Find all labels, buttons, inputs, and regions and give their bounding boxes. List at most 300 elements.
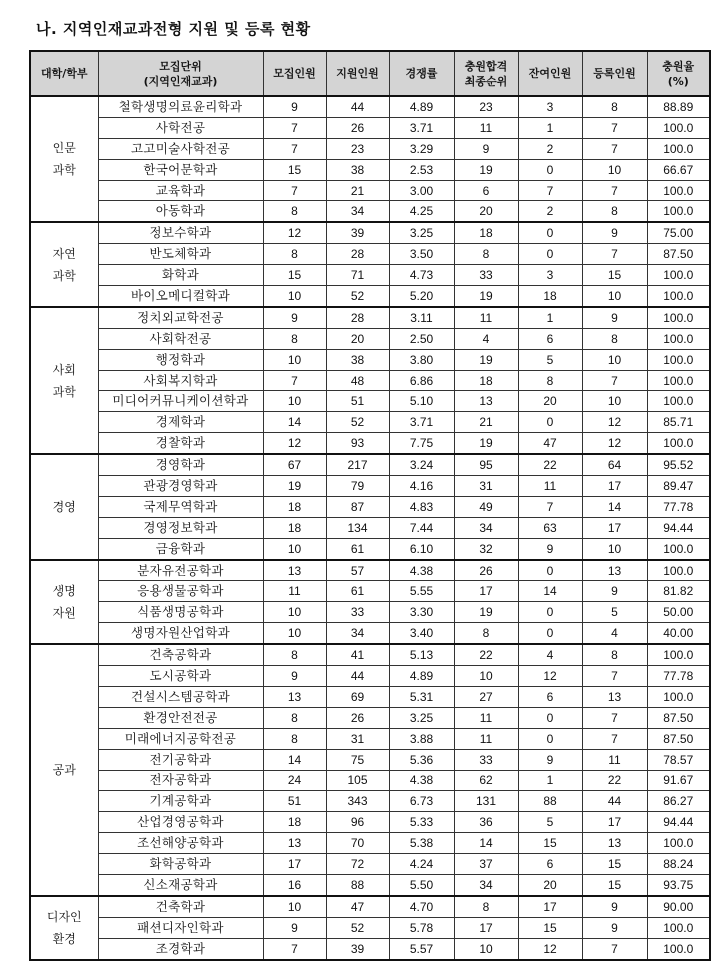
fill-rate-cell: 100.0 [647,201,710,222]
applicants-cell: 26 [326,117,389,138]
unit-name-cell: 전기공학과 [98,749,263,770]
applicants-cell: 34 [326,623,389,644]
table-row [30,286,710,307]
remaining-cell: 3 [518,96,582,117]
final-rank-cell: 10 [454,666,518,687]
table-row [30,159,710,180]
table-row [30,138,710,159]
final-rank-cell: 21 [454,412,518,433]
unit-name-cell: 금융학과 [98,538,263,559]
remaining-cell: 9 [518,749,582,770]
remaining-cell: 4 [518,644,582,665]
fill-rate-cell: 100.0 [647,370,710,391]
fill-rate-cell: 100.0 [647,938,710,959]
final-rank-cell: 19 [454,433,518,454]
ratio-cell: 5.55 [389,581,454,602]
fill-rate-cell: 100.0 [647,433,710,454]
applicants-cell: 93 [326,433,389,454]
college-group [30,454,710,559]
header-unit-line2: (지역인재교과) [143,74,218,88]
ratio-cell: 7.44 [389,517,454,538]
fill-rate-cell: 100.0 [647,307,710,328]
unit-name-cell: 식품생명공학과 [98,602,263,623]
ratio-cell: 2.53 [389,159,454,180]
applicants-cell: 70 [326,833,389,854]
remaining-cell: 12 [518,938,582,959]
remaining-cell: 63 [518,517,582,538]
ratio-cell: 4.89 [389,96,454,117]
header-rank-line1: 충원합격 [464,59,508,73]
unit-name-cell: 미디어커뮤니케이션학과 [98,391,263,412]
header-applicants: 지원인원 [326,51,389,96]
quota-cell: 9 [263,307,326,328]
unit-name-cell: 경영학과 [98,454,263,475]
college-name-line2: 과학 [52,268,76,283]
final-rank-cell: 19 [454,286,518,307]
fill-rate-cell: 75.00 [647,222,710,243]
header-registered: 등록인원 [582,51,647,96]
remaining-cell: 5 [518,349,582,370]
fill-rate-cell: 87.50 [647,707,710,728]
ratio-cell: 2.50 [389,328,454,349]
header-unit [98,51,263,96]
table-row [30,370,710,391]
final-rank-cell: 17 [454,917,518,938]
ratio-cell: 5.57 [389,938,454,959]
fill-rate-cell: 100.0 [647,328,710,349]
registered-cell: 22 [582,770,647,791]
table-row [30,201,710,222]
ratio-cell: 4.16 [389,476,454,497]
quota-cell: 10 [263,538,326,559]
ratio-cell: 5.10 [389,391,454,412]
fill-rate-cell: 40.00 [647,623,710,644]
ratio-cell: 6.10 [389,538,454,559]
unit-name-cell: 건설시스템공학과 [98,686,263,707]
applicants-cell: 343 [326,791,389,812]
quota-cell: 10 [263,349,326,370]
college-name-line1: 인문 [52,141,76,156]
ratio-cell: 3.25 [389,222,454,243]
final-rank-cell: 11 [454,728,518,749]
college-group [30,560,710,645]
unit-name-cell: 반도체학과 [98,244,263,265]
quota-cell: 18 [263,517,326,538]
registered-cell: 7 [582,666,647,687]
table-row [30,180,710,201]
quota-cell: 8 [263,707,326,728]
college-cell [30,307,98,454]
quota-cell: 15 [263,265,326,286]
final-rank-cell: 4 [454,328,518,349]
college-group [30,644,710,896]
ratio-cell: 5.20 [389,286,454,307]
quota-cell: 9 [263,96,326,117]
quota-cell: 8 [263,728,326,749]
fill-rate-cell: 50.00 [647,602,710,623]
table-row [30,496,710,517]
header-fill-rate [647,51,710,96]
ratio-cell: 5.33 [389,812,454,833]
fill-rate-cell: 78.57 [647,749,710,770]
applicants-cell: 28 [326,307,389,328]
quota-cell: 9 [263,666,326,687]
unit-name-cell: 환경안전전공 [98,707,263,728]
ratio-cell: 3.00 [389,180,454,201]
table-row [30,623,710,644]
ratio-cell: 3.11 [389,307,454,328]
table-row [30,917,710,938]
registered-cell: 10 [582,538,647,559]
quota-cell: 12 [263,433,326,454]
registered-cell: 10 [582,349,647,370]
remaining-cell: 0 [518,560,582,581]
college-cell [30,96,98,222]
table-row [30,602,710,623]
quota-cell: 18 [263,496,326,517]
registered-cell: 8 [582,328,647,349]
unit-name-cell: 정보수학과 [98,222,263,243]
ratio-cell: 6.86 [389,370,454,391]
table-row [30,854,710,875]
remaining-cell: 0 [518,623,582,644]
applicants-cell: 79 [326,476,389,497]
fill-rate-cell: 100.0 [647,180,710,201]
registered-cell: 17 [582,517,647,538]
registered-cell: 17 [582,812,647,833]
fill-rate-cell: 100.0 [647,391,710,412]
unit-name-cell: 산업경영공학과 [98,812,263,833]
college-name-line1: 디자인 [46,909,82,924]
final-rank-cell: 26 [454,560,518,581]
registered-cell: 17 [582,476,647,497]
final-rank-cell: 33 [454,749,518,770]
unit-name-cell: 한국어문학과 [98,159,263,180]
fill-rate-cell: 93.75 [647,874,710,895]
registered-cell: 7 [582,138,647,159]
applicants-cell: 48 [326,370,389,391]
remaining-cell: 0 [518,159,582,180]
unit-name-cell: 패션디자인학과 [98,917,263,938]
table-row [30,391,710,412]
registered-cell: 13 [582,686,647,707]
unit-name-cell: 분자유전공학과 [98,560,263,581]
applicants-cell: 44 [326,96,389,117]
admission-table [29,50,711,961]
applicants-cell: 34 [326,201,389,222]
registered-cell: 10 [582,286,647,307]
final-rank-cell: 8 [454,244,518,265]
applicants-cell: 87 [326,496,389,517]
ratio-cell: 5.13 [389,644,454,665]
ratio-cell: 3.88 [389,728,454,749]
unit-name-cell: 경제학과 [98,412,263,433]
table-row [30,812,710,833]
fill-rate-cell: 86.27 [647,791,710,812]
remaining-cell: 47 [518,433,582,454]
quota-cell: 14 [263,749,326,770]
ratio-cell: 7.75 [389,433,454,454]
table-row [30,791,710,812]
applicants-cell: 52 [326,917,389,938]
fill-rate-cell: 66.67 [647,159,710,180]
applicants-cell: 39 [326,222,389,243]
registered-cell: 9 [582,581,647,602]
table-row [30,222,710,243]
unit-name-cell: 생명자원산업학과 [98,623,263,644]
unit-name-cell: 정치외교학전공 [98,307,263,328]
unit-name-cell: 경찰학과 [98,433,263,454]
fill-rate-cell: 77.78 [647,666,710,687]
college-name-line1: 사회 [52,362,76,377]
applicants-cell: 23 [326,138,389,159]
fill-rate-cell: 87.50 [647,244,710,265]
final-rank-cell: 49 [454,496,518,517]
fill-rate-cell: 100.0 [647,138,710,159]
ratio-cell: 4.89 [389,666,454,687]
applicants-cell: 39 [326,938,389,959]
applicants-cell: 26 [326,707,389,728]
final-rank-cell: 8 [454,623,518,644]
registered-cell: 15 [582,854,647,875]
quota-cell: 8 [263,644,326,665]
remaining-cell: 88 [518,791,582,812]
remaining-cell: 20 [518,874,582,895]
fill-rate-cell: 100.0 [647,917,710,938]
remaining-cell: 15 [518,833,582,854]
fill-rate-cell: 88.89 [647,96,710,117]
ratio-cell: 3.25 [389,707,454,728]
unit-name-cell: 사학전공 [98,117,263,138]
applicants-cell: 96 [326,812,389,833]
applicants-cell: 69 [326,686,389,707]
final-rank-cell: 34 [454,874,518,895]
ratio-cell: 3.30 [389,602,454,623]
registered-cell: 15 [582,874,647,895]
registered-cell: 8 [582,644,647,665]
college-name-line1: 경영 [52,499,76,514]
table-row [30,412,710,433]
table-row [30,307,710,328]
ratio-cell: 3.80 [389,349,454,370]
final-rank-cell: 23 [454,96,518,117]
table-row [30,454,710,475]
final-rank-cell: 19 [454,602,518,623]
table-row [30,686,710,707]
applicants-cell: 72 [326,854,389,875]
registered-cell: 7 [582,728,647,749]
header-final-rank [454,51,518,96]
table-row [30,938,710,959]
table-row [30,666,710,687]
page-title: 나. 지역인재교과전형 지원 및 등록 현황 [36,20,311,38]
header-fill-line2: (%) [667,74,689,88]
table-row [30,770,710,791]
college-group [30,896,710,960]
applicants-cell: 41 [326,644,389,665]
fill-rate-cell: 100.0 [647,286,710,307]
final-rank-cell: 22 [454,644,518,665]
applicants-cell: 105 [326,770,389,791]
college-cell [30,560,98,645]
fill-rate-cell: 94.44 [647,517,710,538]
quota-cell: 7 [263,117,326,138]
remaining-cell: 8 [518,370,582,391]
final-rank-cell: 31 [454,476,518,497]
unit-name-cell: 기계공학과 [98,791,263,812]
table-row [30,349,710,370]
quota-cell: 7 [263,370,326,391]
fill-rate-cell: 100.0 [647,644,710,665]
header-remaining: 잔여인원 [518,51,582,96]
ratio-cell: 4.38 [389,560,454,581]
fill-rate-cell: 100.0 [647,117,710,138]
final-rank-cell: 6 [454,180,518,201]
unit-name-cell: 사회학전공 [98,328,263,349]
unit-name-cell: 신소재공학과 [98,874,263,895]
table-row [30,433,710,454]
college-cell [30,896,98,960]
table-row [30,96,710,117]
unit-name-cell: 교육학과 [98,180,263,201]
college-name-line1: 공과 [52,763,76,777]
final-rank-cell: 9 [454,138,518,159]
registered-cell: 9 [582,896,647,917]
registered-cell: 64 [582,454,647,475]
remaining-cell: 5 [518,812,582,833]
final-rank-cell: 8 [454,896,518,917]
header-college: 대학/학부 [30,51,98,96]
college-group [30,307,710,454]
ratio-cell: 3.24 [389,454,454,475]
unit-name-cell: 행정학과 [98,349,263,370]
fill-rate-cell: 87.50 [647,728,710,749]
unit-name-cell: 사회복지학과 [98,370,263,391]
college-cell [30,454,98,559]
registered-cell: 7 [582,370,647,391]
fill-rate-cell: 95.52 [647,454,710,475]
remaining-cell: 6 [518,854,582,875]
table-row [30,728,710,749]
ratio-cell: 6.73 [389,791,454,812]
remaining-cell: 2 [518,201,582,222]
final-rank-cell: 62 [454,770,518,791]
table-row [30,581,710,602]
final-rank-cell: 11 [454,707,518,728]
quota-cell: 16 [263,874,326,895]
fill-rate-cell: 81.82 [647,581,710,602]
ratio-cell: 5.78 [389,917,454,938]
ratio-cell: 3.71 [389,412,454,433]
final-rank-cell: 37 [454,854,518,875]
applicants-cell: 20 [326,328,389,349]
registered-cell: 12 [582,412,647,433]
ratio-cell: 5.50 [389,874,454,895]
registered-cell: 13 [582,833,647,854]
registered-cell: 10 [582,391,647,412]
quota-cell: 10 [263,602,326,623]
final-rank-cell: 19 [454,159,518,180]
registered-cell: 4 [582,623,647,644]
ratio-cell: 5.36 [389,749,454,770]
remaining-cell: 2 [518,138,582,159]
applicants-cell: 51 [326,391,389,412]
remaining-cell: 6 [518,686,582,707]
applicants-cell: 33 [326,602,389,623]
unit-name-cell: 건축공학과 [98,644,263,665]
quota-cell: 8 [263,201,326,222]
unit-name-cell: 응용생물공학과 [98,581,263,602]
quota-cell: 19 [263,476,326,497]
registered-cell: 9 [582,222,647,243]
remaining-cell: 0 [518,728,582,749]
final-rank-cell: 95 [454,454,518,475]
fill-rate-cell: 100.0 [647,538,710,559]
applicants-cell: 52 [326,286,389,307]
registered-cell: 8 [582,96,647,117]
remaining-cell: 1 [518,117,582,138]
remaining-cell: 12 [518,666,582,687]
applicants-cell: 61 [326,538,389,559]
unit-name-cell: 미래에너지공학전공 [98,728,263,749]
quota-cell: 8 [263,328,326,349]
table-row [30,560,710,581]
remaining-cell: 18 [518,286,582,307]
ratio-cell: 3.71 [389,117,454,138]
quota-cell: 10 [263,391,326,412]
final-rank-cell: 27 [454,686,518,707]
final-rank-cell: 11 [454,307,518,328]
quota-cell: 11 [263,581,326,602]
header-fill-line1: 충원율 [662,59,695,73]
unit-name-cell: 조경학과 [98,938,263,959]
registered-cell: 11 [582,749,647,770]
final-rank-cell: 11 [454,117,518,138]
remaining-cell: 17 [518,896,582,917]
ratio-cell: 4.25 [389,201,454,222]
quota-cell: 9 [263,917,326,938]
applicants-cell: 61 [326,581,389,602]
applicants-cell: 57 [326,560,389,581]
unit-name-cell: 고고미술사학전공 [98,138,263,159]
fill-rate-cell: 77.78 [647,496,710,517]
fill-rate-cell: 100.0 [647,349,710,370]
fill-rate-cell: 100.0 [647,833,710,854]
table-row [30,707,710,728]
fill-rate-cell: 88.24 [647,854,710,875]
registered-cell: 7 [582,244,647,265]
quota-cell: 13 [263,833,326,854]
fill-rate-cell: 85.71 [647,412,710,433]
applicants-cell: 38 [326,159,389,180]
applicants-cell: 21 [326,180,389,201]
remaining-cell: 14 [518,581,582,602]
ratio-cell: 3.40 [389,623,454,644]
remaining-cell: 3 [518,265,582,286]
header-rank-line2: 최종순위 [464,74,508,88]
final-rank-cell: 14 [454,833,518,854]
ratio-cell: 4.70 [389,896,454,917]
quota-cell: 67 [263,454,326,475]
fill-rate-cell: 100.0 [647,686,710,707]
applicants-cell: 52 [326,412,389,433]
remaining-cell: 0 [518,412,582,433]
registered-cell: 9 [582,917,647,938]
quota-cell: 10 [263,896,326,917]
final-rank-cell: 36 [454,812,518,833]
ratio-cell: 3.50 [389,244,454,265]
ratio-cell: 4.83 [389,496,454,517]
